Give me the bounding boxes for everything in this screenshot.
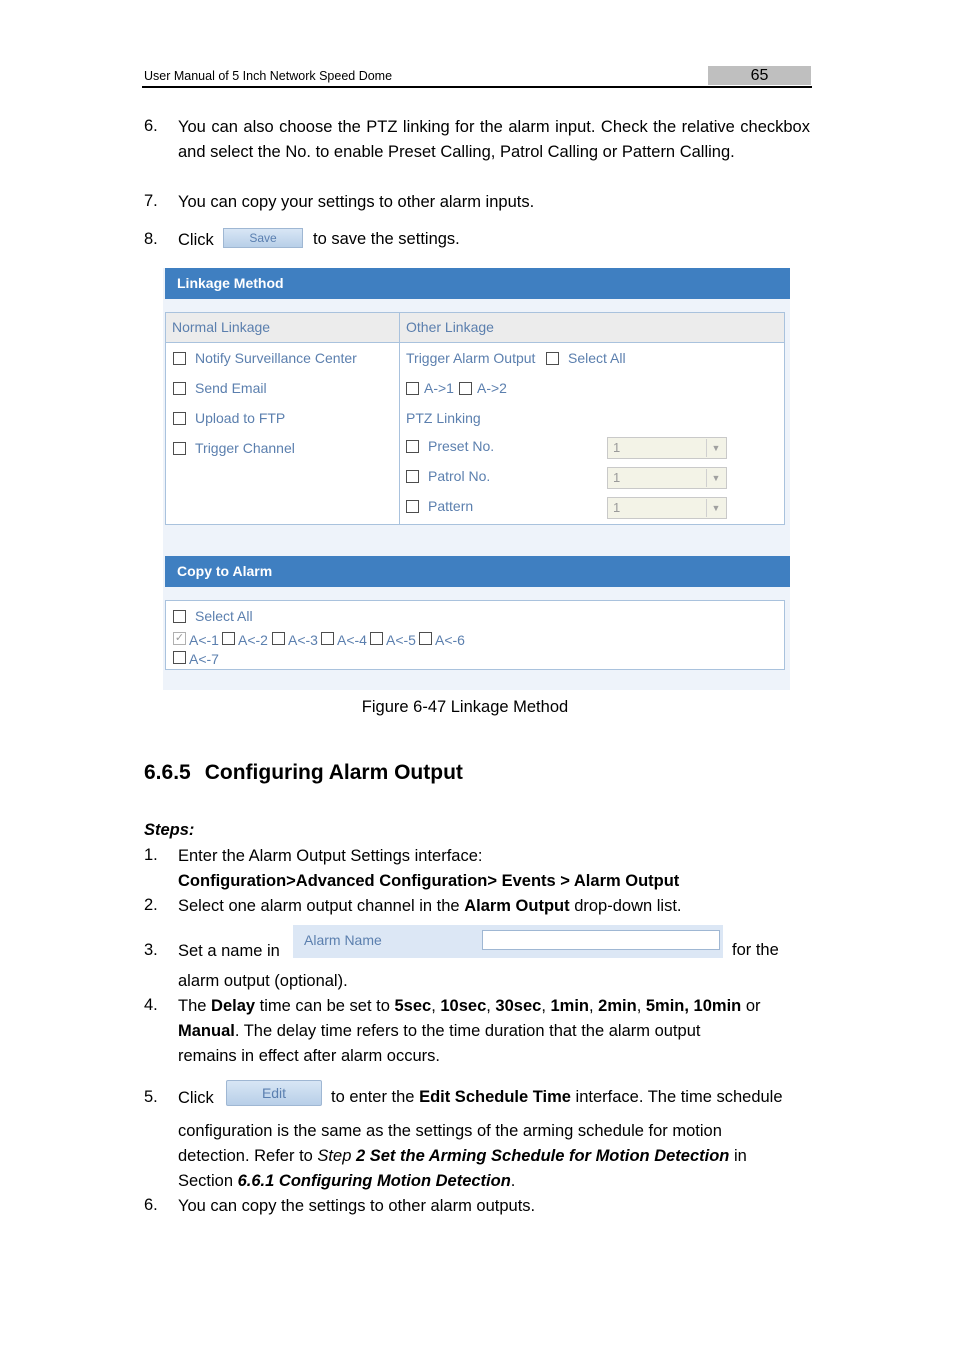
patrol-no-value: 1	[613, 470, 621, 485]
step-number: 2.	[144, 896, 158, 914]
step-text: You can copy the settings to other alarm outputs.	[178, 1197, 536, 1215]
step-number: 3.	[144, 941, 158, 959]
step-text: Section 6.6.1 Configuring Motion Detection.	[178, 1172, 516, 1190]
step-text: to enter the Edit Schedule Time interface. The time schedule	[331, 1088, 783, 1106]
trigger-alarm-output-label: Trigger Alarm Output	[406, 350, 536, 366]
output-a1-checkbox[interactable]	[406, 382, 419, 395]
manual-title: User Manual of 5 Inch Network Speed Dome	[144, 69, 393, 83]
section-number: 6.6.5	[144, 761, 191, 784]
copy-a2-checkbox[interactable]	[222, 632, 235, 645]
step-text: You can copy your settings to other alarm inputs.	[178, 193, 535, 211]
chevron-down-icon: ▼	[706, 469, 725, 487]
alarm-name-input[interactable]	[482, 930, 720, 950]
step-text: Set a name in	[178, 942, 280, 960]
chevron-down-icon: ▼	[706, 499, 725, 517]
patrol-no-select[interactable]	[607, 467, 727, 489]
copy-a1-label: A<-1	[189, 632, 219, 648]
linkage-method-title: Linkage Method	[165, 268, 790, 299]
step-number: 4.	[144, 996, 158, 1014]
page-number: 65	[750, 67, 769, 84]
step-text: remains in effect after alarm occurs.	[178, 1047, 440, 1065]
copy-a7-label: A<-7	[189, 651, 219, 667]
copy-a1-checkbox[interactable]: ✓	[174, 632, 185, 644]
send-email-checkbox[interactable]	[173, 382, 186, 395]
copy-select-all-label: Select All	[195, 608, 253, 624]
output-a1-label: A->1	[424, 380, 454, 396]
step-text: Select one alarm output channel in the Alarm Output drop-down list.	[178, 897, 682, 915]
trigger-channel-label: Trigger Channel	[195, 440, 295, 456]
trigger-channel-checkbox[interactable]	[173, 442, 186, 455]
copy-a4-label: A<-4	[337, 632, 367, 648]
header-rule	[142, 86, 812, 88]
copy-a3-label: A<-3	[288, 632, 318, 648]
step-number: 6.	[144, 1196, 158, 1214]
copy-a3-checkbox[interactable]	[272, 632, 285, 645]
step-number: 8.	[144, 230, 158, 248]
step-text: Click	[178, 231, 214, 249]
pattern-select[interactable]	[607, 497, 727, 519]
ptz-linking-label: PTZ Linking	[406, 410, 481, 426]
preset-no-value: 1	[613, 440, 621, 455]
step-text: You can also choose the PTZ linking for the alarm input. Check the relative checkbox and select the No. to enable Preset Calling, Patrol Calling or Pattern Calling.	[178, 118, 810, 161]
step-text: configuration is the same as the settings of the arming schedule for motion	[178, 1122, 722, 1140]
section-heading	[144, 761, 463, 785]
patrol-no-checkbox[interactable]	[406, 470, 419, 483]
preset-no-label: Preset No.	[428, 438, 495, 454]
normal-linkage-header: Normal Linkage	[166, 313, 399, 343]
patrol-no-label: Patrol No.	[428, 468, 491, 484]
edit-button[interactable]: Edit	[226, 1080, 322, 1106]
send-email-label: Send Email	[195, 380, 267, 396]
step-text: for the	[732, 941, 779, 959]
copy-a6-checkbox[interactable]	[419, 632, 432, 645]
notify-surveillance-center-label: Notify Surveillance Center	[195, 350, 357, 366]
select-all-outputs-checkbox[interactable]	[546, 352, 559, 365]
step-number: 7.	[144, 192, 158, 210]
chevron-down-icon: ▼	[706, 439, 725, 457]
preset-no-select[interactable]	[607, 437, 727, 459]
steps-label: Steps:	[144, 821, 195, 839]
step-text: Manual. The delay time refers to the time duration that the alarm output	[178, 1022, 701, 1040]
step-number: 1.	[144, 846, 158, 864]
pattern-checkbox[interactable]	[406, 500, 419, 513]
copy-a4-checkbox[interactable]	[321, 632, 334, 645]
copy-a5-checkbox[interactable]	[370, 632, 383, 645]
upload-to-ftp-label: Upload to FTP	[195, 410, 286, 426]
output-a2-label: A->2	[477, 380, 507, 396]
notify-surveillance-center-checkbox[interactable]	[173, 352, 186, 365]
step-text: Enter the Alarm Output Settings interface:	[178, 847, 483, 865]
step-number: 5.	[144, 1088, 158, 1106]
upload-to-ftp-checkbox[interactable]	[173, 412, 186, 425]
other-linkage-header: Other Linkage	[400, 313, 784, 343]
step-text: alarm output (optional).	[178, 972, 348, 990]
section-title: Configuring Alarm Output	[204, 761, 463, 784]
alarm-name-label: Alarm Name	[304, 932, 382, 948]
step-number: 6.	[144, 117, 158, 135]
pattern-label: Pattern	[428, 498, 474, 514]
copy-a5-label: A<-5	[386, 632, 416, 648]
pattern-value: 1	[613, 500, 621, 515]
step-text: Click	[178, 1089, 214, 1107]
figure-caption: Figure 6-47 Linkage Method	[361, 698, 569, 716]
copy-a6-label: A<-6	[435, 632, 465, 648]
column-divider	[399, 313, 400, 524]
menu-path: Configuration>Advanced Configuration> Events > Alarm Output	[178, 872, 680, 890]
select-all-outputs-label: Select All	[568, 350, 626, 366]
preset-no-checkbox[interactable]	[406, 440, 419, 453]
copy-a2-label: A<-2	[238, 632, 268, 648]
save-button[interactable]: Save	[223, 228, 303, 248]
step-text: detection. Refer to Step 2 Set the Arming Schedule for Motion Detection in	[178, 1147, 747, 1165]
step-text: The Delay time can be set to 5sec, 10sec, 30sec, 1min, 2min, 5min, 10min or	[178, 997, 761, 1015]
copy-a7-checkbox[interactable]	[173, 651, 186, 664]
step-text: to save the settings.	[313, 230, 460, 248]
copy-to-alarm-title: Copy to Alarm	[165, 556, 790, 587]
copy-select-all-checkbox[interactable]	[173, 610, 186, 623]
output-a2-checkbox[interactable]	[459, 382, 472, 395]
